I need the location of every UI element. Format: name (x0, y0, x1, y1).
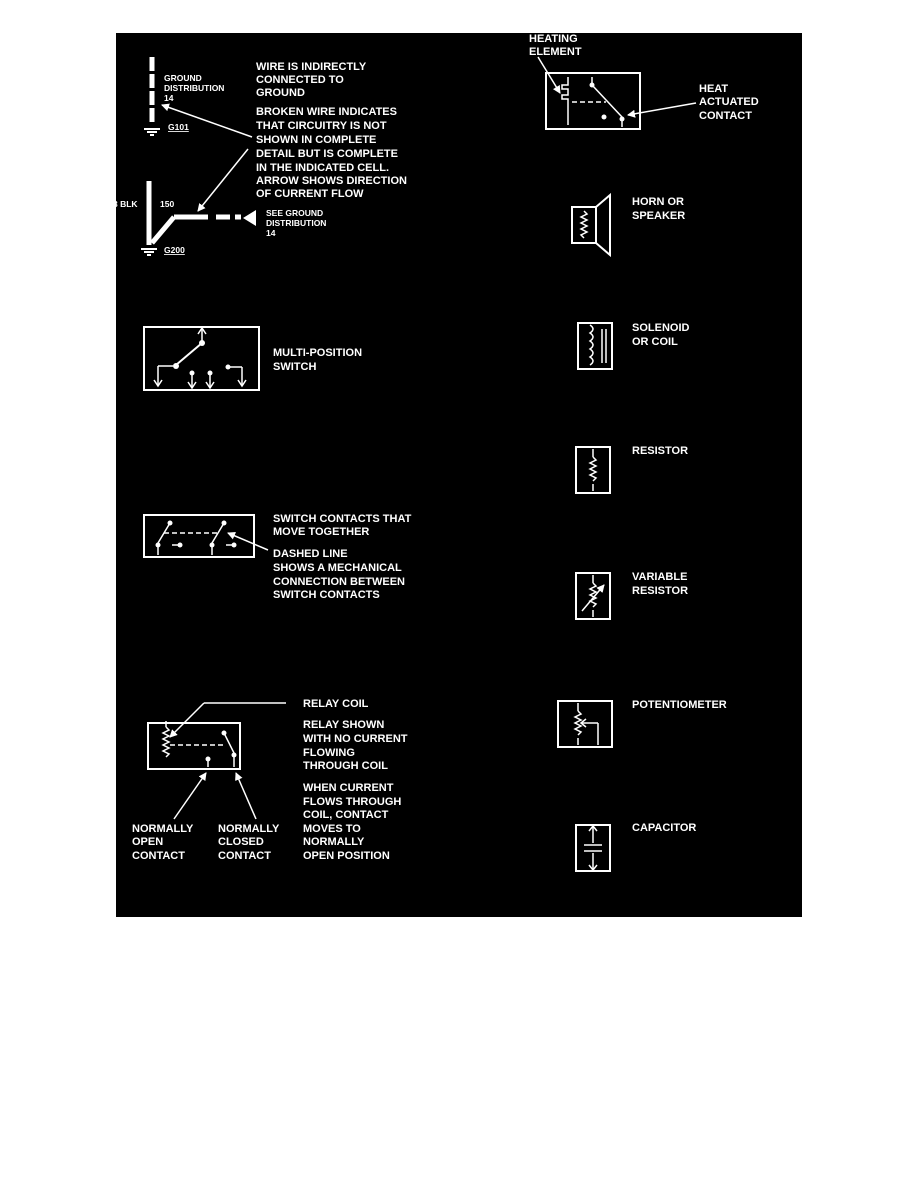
solenoid-symbol (578, 323, 612, 369)
wire-color-label: 3 BLK (113, 199, 138, 209)
see-ground-distribution-label: SEE GROUND DISTRIBUTION 14 (266, 208, 327, 238)
indirect-ground-note: WIRE IS INDIRECTLY CONNECTED TO GROUND (256, 61, 367, 99)
heating-element-arrow (538, 57, 560, 93)
dashed-line-label: DASHED LINE SHOWS A MECHANICAL CONNECTION BETWEEN SWITCH CONTACTS (273, 548, 405, 601)
heating-element-label: HEATING ELEMENT (529, 33, 582, 58)
g101-distribution-label: GROUND DISTRIBUTION 14 (164, 73, 225, 103)
normally-closed-label: NORMALLY CLOSED CONTACT (218, 823, 280, 862)
relay-shown-note: RELAY SHOWN WITH NO CURRENT FLOWING THROUGH COIL (303, 719, 408, 772)
circuit-number-label: 150 (160, 199, 175, 209)
ganged-switch-symbol (144, 515, 254, 557)
potentiometer-label: POTENTIOMETER (632, 699, 727, 711)
relay-current-note: WHEN CURRENT FLOWS THROUGH COIL, CONTACT MOVES TO NORMALLY OPEN POSITION (303, 782, 402, 862)
multi-position-switch-label: MULTI-POSITION SWITCH (273, 347, 363, 373)
normally-open-label: NORMALLY OPEN CONTACT (132, 823, 194, 862)
switch-move-together-label: SWITCH CONTACTS THAT MOVE TOGETHER (273, 513, 412, 538)
g101-id: G101 (168, 122, 189, 132)
solenoid-label: SOLENOID OR COIL (632, 322, 690, 348)
symbol-legend-diagram (113, 33, 802, 917)
capacitor-symbol (576, 825, 610, 871)
multi-position-switch-symbol (144, 327, 259, 390)
heat-actuated-contact-label: HEAT ACTUATED CONTACT (699, 83, 759, 122)
normally-closed-arrow (236, 773, 256, 819)
relay-symbol (148, 721, 240, 769)
resistor-label: RESISTOR (632, 445, 689, 457)
broken-wire-arrow (198, 149, 248, 211)
indirect-note-arrow (162, 105, 252, 137)
relay-coil-arrow (170, 703, 204, 737)
resistor-symbol (576, 447, 610, 493)
variable-resistor-symbol (576, 573, 610, 619)
variable-resistor-label: VARIABLE RESISTOR (632, 571, 689, 597)
potentiometer-symbol (558, 701, 612, 747)
relay-coil-label: RELAY COIL (303, 698, 369, 710)
ground-g101-symbol (144, 57, 160, 135)
capacitor-label: CAPACITOR (632, 822, 697, 834)
heat-actuated-switch-symbol (546, 73, 640, 129)
horn-speaker-symbol (572, 195, 610, 255)
ground-g200-symbol (141, 181, 256, 255)
heat-contact-arrow (628, 103, 696, 115)
broken-wire-note: BROKEN WIRE INDICATES THAT CIRCUITRY IS NOT SHOWN IN COMPLETE DETAIL BUT IS COMPLETE IN THE INDICATED CELL. ARROW SHOWS DIRECTION OF CURRENT FLOW (256, 106, 407, 200)
normally-open-arrow (174, 773, 206, 819)
g200-id: G200 (164, 245, 185, 255)
symbol-legend-panel (113, 33, 802, 917)
horn-speaker-label: HORN OR SPEAKER (632, 196, 686, 222)
